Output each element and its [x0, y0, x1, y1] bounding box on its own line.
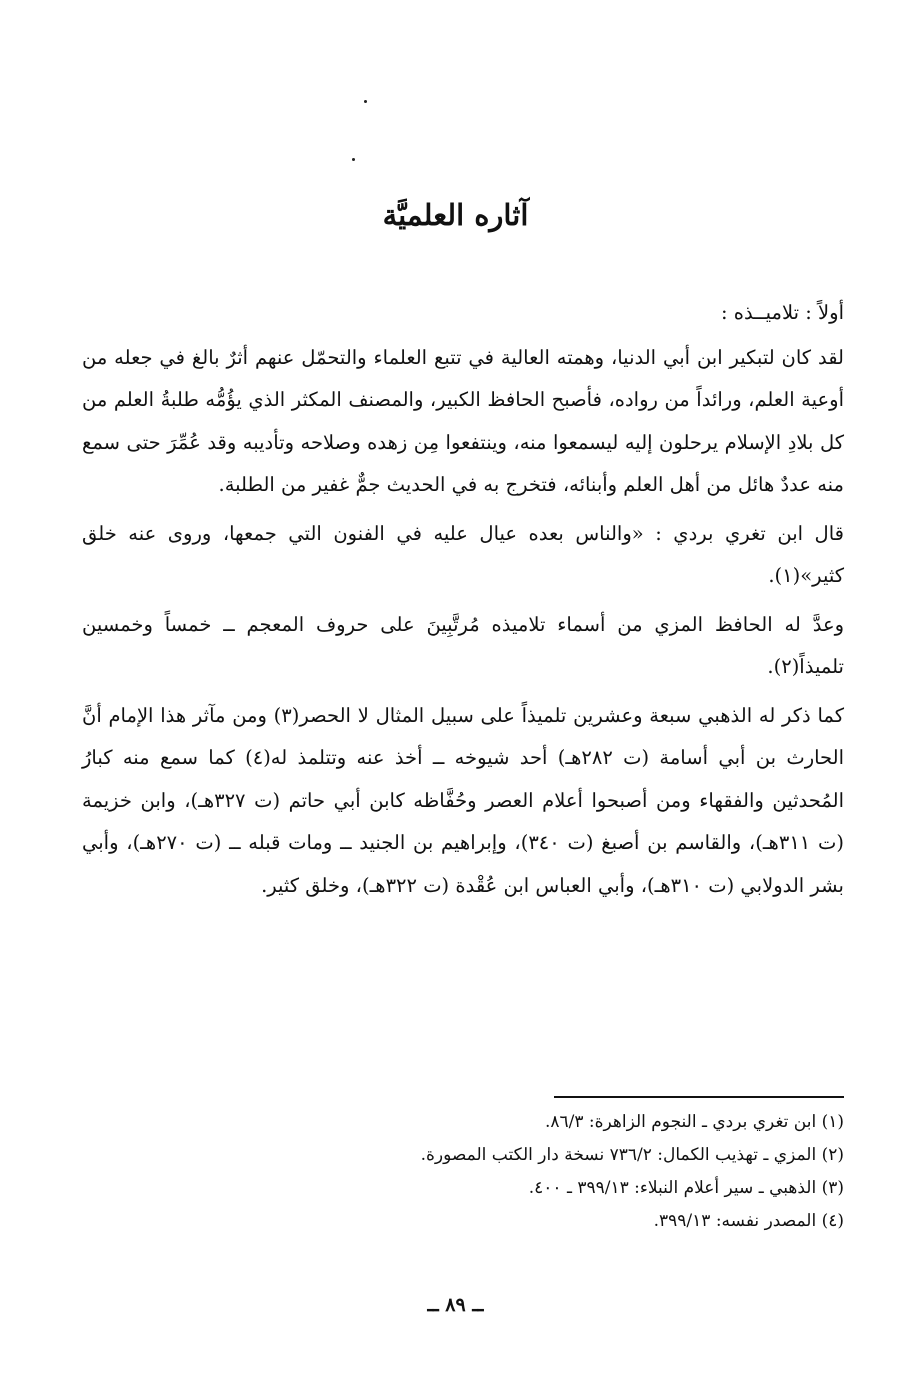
footnote: (١) ابن تغري بردي ـ النجوم الزاهرة: ٨٦/٣.: [544, 1112, 844, 1132]
footnote-list: [82, 1106, 844, 1238]
section-heading: أولاً : تلاميــذه :: [721, 301, 844, 324]
footnote: (٣) الذهبي ـ سير أعلام النبلاء: ٣٩٩/١٣ ـ ٤٠٠.: [528, 1178, 844, 1198]
page-number: ــ ٨٩ ــ: [427, 1294, 484, 1316]
footnote: (٢) المزي ـ تهذيب الكمال: ٧٣٦/٢ نسخة دار الكتب المصورة.: [420, 1145, 844, 1165]
paragraph: قال ابن تغري بردي : «والناس بعده عيال عليه في الفنون التي جمعها، وروى عنه خلق كثير»(١).: [82, 521, 844, 587]
paragraph: لقد كان لتبكير ابن أبي الدنيا، وهمته العالية في تتبع العلماء والتحمّل عنهم أثرٌ بالغ في جعله من أوعية العلم، ورائداً من رواده، فأصبح الحافظ الكبير، والمصنف المكثر الذي يؤُمُّه طلبةُ العلم من كل بلادِ الإسلام يرحلون إليه ليسمعوا منه، وينتفعوا مِن زهده وصلاحه وتأديبه وقد عُمِّرَ حتى سمع منه عددٌ هائل من أهل العلم وأبنائه، فتخرج به في الحديث جمٌّ غفير من الطلبة.: [82, 345, 844, 496]
footnote-divider: [554, 1096, 844, 1098]
paragraph: كما ذكر له الذهبي سبعة وعشرين تلميذاً على سبيل المثال لا الحصر(٣) ومن مآثر هذا الإمام أنَّ الحارث بن أبي أسامة (ت ٢٨٢هـ) أحد شيوخه ــ أخذ عنه وتتلمذ له(٤) كما سمع منه كبارُ المُحدثين والفقهاء ومن أصبحوا أعلام العصر وحُفَّاظه كابن أبي حاتم (ت ٣٢٧هـ)، وابن خزيمة (ت ٣١١هـ)، والقاسم بن أصبغ (ت ٣٤٠)، وإبراهيم بن الجنيد ــ ومات قبله ــ (ت ٢٧٠هـ)، وأبي بشر الدولابي (ت ٣١٠هـ)، وأبي العباس ابن عُقْدة (ت ٣٢٢هـ)، وخلق كثير.: [82, 703, 845, 897]
footnote: (٤) المصدر نفسه: ٣٩٩/١٣.: [653, 1211, 844, 1231]
main-text: [82, 292, 844, 913]
scan-speck: [364, 100, 367, 103]
scan-speck: [352, 158, 355, 161]
paragraph: وعدَّ له الحافظ المزي من أسماء تلاميذه مُرتَّبِينَ على حروف المعجم ــ خمساً وخمسين تلميذاً(٢).: [82, 612, 844, 678]
footnotes: [82, 1096, 844, 1238]
page-title: آثاره العلميَّة: [382, 198, 529, 233]
